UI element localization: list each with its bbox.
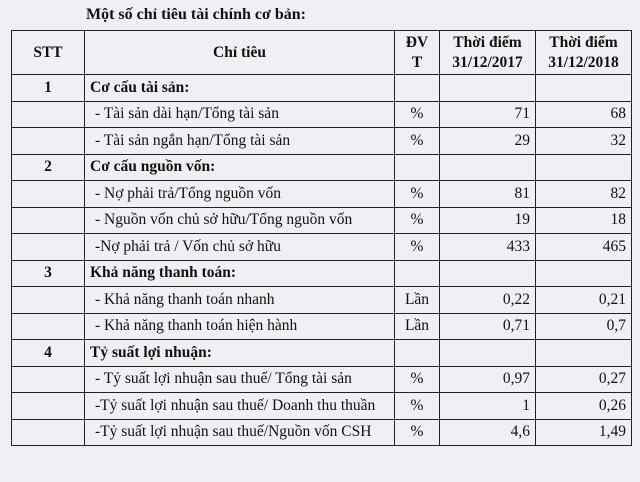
value-2017: 1 — [440, 393, 536, 420]
table-row — [12, 234, 632, 261]
row-stt: 4 — [12, 340, 85, 367]
row-unit: Lần — [395, 313, 440, 340]
value-2018: 465 — [536, 234, 632, 261]
row-unit: % — [395, 366, 440, 393]
indicator-label: - Khả năng thanh toán hiện hành — [85, 313, 395, 340]
row-unit: % — [395, 181, 440, 208]
indicator-label: -Nợ phải trả / Vốn chủ sở hữu — [85, 234, 395, 261]
value-2017: 0,22 — [440, 287, 536, 314]
value-2017 — [440, 260, 536, 287]
value-2018: 68 — [536, 101, 632, 128]
section-row — [12, 154, 632, 181]
row-stt — [12, 207, 85, 234]
table-row — [12, 313, 632, 340]
header-stt: STT — [12, 31, 85, 75]
value-2018 — [536, 340, 632, 367]
header-unit: ĐV T — [395, 31, 440, 75]
table-row — [12, 419, 632, 446]
row-unit: % — [395, 419, 440, 446]
header-indicator: Chỉ tiêu — [85, 31, 395, 75]
row-stt: 2 — [12, 154, 85, 181]
indicator-label: - Tài sản dài hạn/Tổng tài sản — [85, 101, 395, 128]
value-2017 — [440, 75, 536, 102]
row-stt — [12, 101, 85, 128]
value-2017: 29 — [440, 128, 536, 155]
row-unit: Lần — [395, 287, 440, 314]
indicator-label: - Tài sản ngắn hạn/Tổng tài sản — [85, 128, 395, 155]
value-2018 — [536, 75, 632, 102]
section-row — [12, 75, 632, 102]
table-header-row — [12, 31, 632, 75]
row-stt — [12, 366, 85, 393]
value-2018: 0,7 — [536, 313, 632, 340]
indicator-label: - Khả năng thanh toán nhanh — [85, 287, 395, 314]
row-stt — [12, 313, 85, 340]
section-label: Khả năng thanh toán: — [85, 260, 395, 287]
row-unit — [395, 75, 440, 102]
header-2017: Thời điểm 31/12/2017 — [440, 31, 536, 75]
indicator-label: - Nợ phải trả/Tổng nguồn vốn — [85, 181, 395, 208]
row-unit: % — [395, 234, 440, 261]
value-2017: 433 — [440, 234, 536, 261]
indicator-label: - Nguồn vốn chủ sở hữu/Tổng nguồn vốn — [85, 207, 395, 234]
table-row — [12, 181, 632, 208]
value-2017: 4,6 — [440, 419, 536, 446]
section-label: Cơ cấu tài sản: — [85, 75, 395, 102]
value-2017 — [440, 340, 536, 367]
row-unit: % — [395, 128, 440, 155]
section-row — [12, 340, 632, 367]
document-heading: Một số chỉ tiêu tài chính cơ bản: — [86, 6, 306, 23]
table-row — [12, 287, 632, 314]
section-row — [12, 260, 632, 287]
table-row — [12, 393, 632, 420]
row-unit — [395, 340, 440, 367]
row-unit — [395, 260, 440, 287]
table-row — [12, 128, 632, 155]
value-2018: 18 — [536, 207, 632, 234]
value-2018: 1,49 — [536, 419, 632, 446]
row-stt: 3 — [12, 260, 85, 287]
indicator-label: -Tỷ suất lợi nhuận sau thuế/Nguồn vốn CSH — [85, 419, 395, 446]
table-row — [12, 366, 632, 393]
indicator-label: -Tỷ suất lợi nhuận sau thuế/ Doanh thu thuần — [85, 393, 395, 420]
row-unit: % — [395, 101, 440, 128]
value-2017 — [440, 154, 536, 181]
row-stt — [12, 234, 85, 261]
section-label: Tỷ suất lợi nhuận: — [85, 340, 395, 367]
row-stt — [12, 419, 85, 446]
value-2017: 19 — [440, 207, 536, 234]
row-unit: % — [395, 207, 440, 234]
section-label: Cơ cấu nguồn vốn: — [85, 154, 395, 181]
financial-indicators-table — [11, 30, 632, 446]
value-2018 — [536, 260, 632, 287]
indicator-label: - Tỷ suất lợi nhuận sau thuế/ Tổng tài sản — [85, 366, 395, 393]
value-2018: 32 — [536, 128, 632, 155]
row-stt — [12, 393, 85, 420]
row-unit — [395, 154, 440, 181]
row-stt: 1 — [12, 75, 85, 102]
row-stt — [12, 181, 85, 208]
value-2017: 81 — [440, 181, 536, 208]
value-2018: 82 — [536, 181, 632, 208]
table-row — [12, 101, 632, 128]
row-stt — [12, 287, 85, 314]
header-2018: Thời điểm 31/12/2018 — [536, 31, 632, 75]
value-2018: 0,26 — [536, 393, 632, 420]
value-2018: 0,27 — [536, 366, 632, 393]
value-2017: 71 — [440, 101, 536, 128]
row-unit: % — [395, 393, 440, 420]
value-2018 — [536, 154, 632, 181]
value-2018: 0,21 — [536, 287, 632, 314]
table-row — [12, 207, 632, 234]
row-stt — [12, 128, 85, 155]
value-2017: 0,71 — [440, 313, 536, 340]
value-2017: 0,97 — [440, 366, 536, 393]
